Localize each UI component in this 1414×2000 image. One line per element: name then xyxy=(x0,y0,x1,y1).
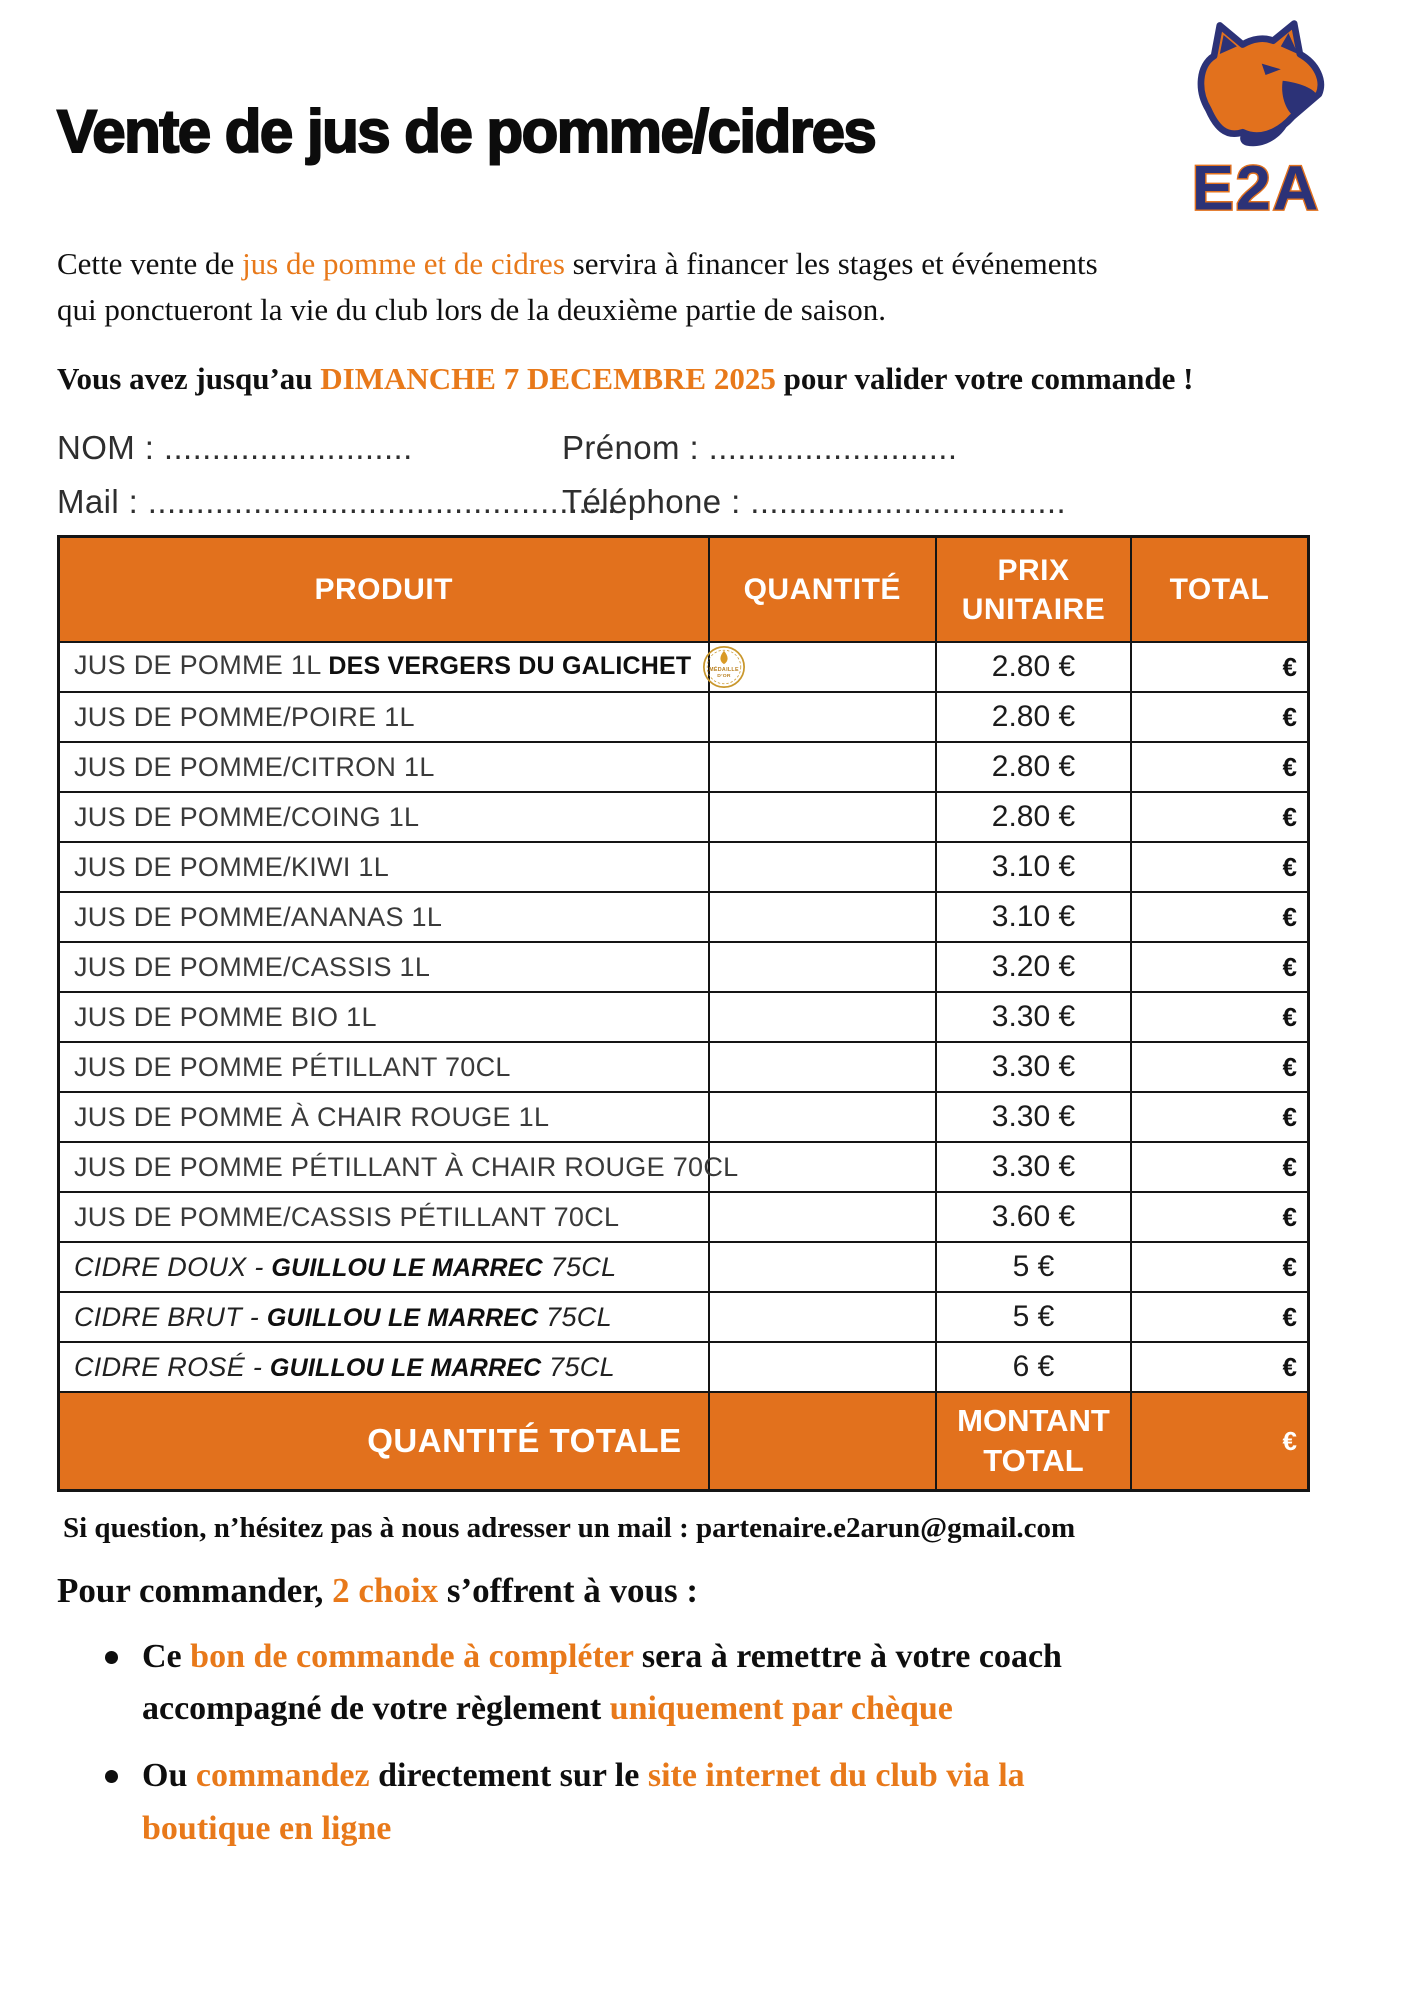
table-row xyxy=(59,1142,1309,1192)
product-name: JUS DE POMME/COING 1L xyxy=(59,792,709,842)
club-logo xyxy=(1161,14,1351,224)
table-footer-row xyxy=(59,1392,1309,1490)
euro-sign: € xyxy=(1282,651,1297,682)
unit-price: 3.10 € xyxy=(936,842,1131,892)
intro-paragraph xyxy=(57,241,1132,333)
deadline-date: DIMANCHE 7 DECEMBRE 2025 xyxy=(320,360,776,396)
order-heading: Pour commander, 2 choix s’offrent à vous : xyxy=(57,1570,699,1610)
table-row xyxy=(59,792,1309,842)
masthead xyxy=(57,14,1357,224)
product-name: JUS DE POMME À CHAIR ROUGE 1L xyxy=(59,1092,709,1142)
unit-price: 2.80 € xyxy=(936,742,1131,792)
quantity-cell[interactable] xyxy=(709,1292,937,1342)
list-item: Ou commandez directement sur le site internet du club via la boutique en ligne xyxy=(57,1750,1357,1855)
contact-fields xyxy=(57,429,1357,521)
page-title: Vente de jus de pomme/cidres xyxy=(57,98,876,165)
total-cell[interactable] xyxy=(1131,1292,1309,1342)
total-cell[interactable] xyxy=(1131,792,1309,842)
quantity-cell[interactable] xyxy=(709,692,937,742)
order-options-list xyxy=(57,1631,1357,1856)
total-cell[interactable] xyxy=(1131,1192,1309,1242)
table-header-row xyxy=(59,536,1309,642)
euro-sign: € xyxy=(1282,1351,1297,1382)
table-row xyxy=(59,1092,1309,1142)
total-cell[interactable] xyxy=(1131,1242,1309,1292)
total-amount-label: MONTANT TOTAL xyxy=(936,1392,1131,1490)
euro-sign: € xyxy=(1282,801,1297,832)
quantity-cell[interactable] xyxy=(709,1142,937,1192)
product-name: JUS DE POMME/POIRE 1L xyxy=(59,692,709,742)
euro-sign: € xyxy=(1282,1001,1297,1032)
euro-sign: € xyxy=(1282,701,1297,732)
name-field[interactable]: NOM : .......................... xyxy=(57,428,413,466)
unit-price: 3.60 € xyxy=(936,1192,1131,1242)
gold-medal-icon xyxy=(701,644,747,690)
euro-sign: € xyxy=(1282,1251,1297,1282)
product-name: JUS DE POMME/CITRON 1L xyxy=(59,742,709,792)
order-table xyxy=(57,535,1310,1492)
total-cell[interactable] xyxy=(1131,1142,1309,1192)
total-cell[interactable] xyxy=(1131,992,1309,1042)
intro-text-2: servira à financer les stages et événements qui ponctueront la vie du club lors de la deuxième partie de saison. xyxy=(57,246,1098,327)
quantity-cell[interactable] xyxy=(709,742,937,792)
table-row xyxy=(59,1292,1309,1342)
total-quantity-cell[interactable] xyxy=(709,1392,937,1490)
deadline-paragraph xyxy=(57,361,1357,397)
table-row xyxy=(59,642,1309,692)
table-row xyxy=(59,1342,1309,1392)
quantity-cell[interactable] xyxy=(709,792,937,842)
unit-price: 2.80 € xyxy=(936,642,1131,692)
intro-highlight: jus de pomme et de cidres xyxy=(242,246,565,281)
table-row xyxy=(59,1192,1309,1242)
unit-price: 3.30 € xyxy=(936,1092,1131,1142)
total-cell[interactable] xyxy=(1131,842,1309,892)
unit-price: 3.30 € xyxy=(936,992,1131,1042)
total-cell[interactable] xyxy=(1131,692,1309,742)
product-name: JUS DE POMME 1L DES VERGERS DU GALICHET MÉDAILLE D’OR xyxy=(59,642,709,692)
euro-sign: € xyxy=(1282,751,1297,782)
unit-price: 3.30 € xyxy=(936,1042,1131,1092)
quantity-cell[interactable] xyxy=(709,892,937,942)
table-row xyxy=(59,692,1309,742)
product-name: JUS DE POMME/ANANAS 1L xyxy=(59,892,709,942)
quantity-cell[interactable] xyxy=(709,992,937,1042)
mail-field[interactable]: Mail : ................................................. xyxy=(57,482,617,520)
quantity-cell[interactable] xyxy=(709,1092,937,1142)
col-header-quantity: QUANTITÉ xyxy=(709,536,937,642)
unit-price: 2.80 € xyxy=(936,792,1131,842)
unit-price: 3.20 € xyxy=(936,942,1131,992)
unit-price: 3.10 € xyxy=(936,892,1131,942)
phone-field[interactable]: Téléphone : ................................. xyxy=(562,482,1067,520)
product-name: CIDRE ROSÉ - GUILLOU LE MARREC 75CL xyxy=(59,1342,709,1392)
quantity-cell[interactable] xyxy=(709,942,937,992)
total-cell[interactable] xyxy=(1131,642,1309,692)
product-name: JUS DE POMME/CASSIS PÉTILLANT 70CL xyxy=(59,1192,709,1242)
table-row xyxy=(59,742,1309,792)
table-row xyxy=(59,992,1309,1042)
table-row xyxy=(59,842,1309,892)
col-header-product: PRODUIT xyxy=(59,536,709,642)
table-row xyxy=(59,1042,1309,1092)
deadline-text: Vous avez jusqu’au xyxy=(57,360,321,396)
table-row xyxy=(59,892,1309,942)
list-item: Ce bon de commande à compléter sera à remettre à votre coach accompagné de votre règlement uniquement par chèque xyxy=(57,1631,1357,1736)
product-name: JUS DE POMME PÉTILLANT À CHAIR ROUGE 70CL xyxy=(59,1142,709,1192)
unit-price: 5 € xyxy=(936,1242,1131,1292)
quantity-cell[interactable] xyxy=(709,1042,937,1092)
table-row xyxy=(59,1242,1309,1292)
euro-sign: € xyxy=(1282,1051,1297,1082)
total-cell[interactable] xyxy=(1131,892,1309,942)
euro-sign: € xyxy=(1282,1151,1297,1182)
product-name: JUS DE POMME BIO 1L xyxy=(59,992,709,1042)
total-amount-cell[interactable]: € xyxy=(1131,1392,1309,1490)
quantity-cell[interactable] xyxy=(709,1192,937,1242)
firstname-field[interactable]: Prénom : .......................... xyxy=(562,428,958,466)
total-cell[interactable] xyxy=(1131,942,1309,992)
product-name: CIDRE BRUT - GUILLOU LE MARREC 75CL xyxy=(59,1292,709,1342)
euro-sign: € xyxy=(1282,1201,1297,1232)
fox-logo-icon xyxy=(1161,14,1351,224)
euro-sign: € xyxy=(1282,901,1297,932)
quantity-cell[interactable] xyxy=(709,1342,937,1392)
contact-line: Si question, n’hésitez pas à nous adresser un mail : partenaire.e2arun@gmail.com xyxy=(63,1511,1076,1544)
total-cell[interactable] xyxy=(1131,1042,1309,1092)
unit-price: 2.80 € xyxy=(936,692,1131,742)
col-header-total: TOTAL xyxy=(1131,536,1309,642)
product-name: JUS DE POMME PÉTILLANT 70CL xyxy=(59,1042,709,1092)
svg-text:MÉDAILLE: MÉDAILLE xyxy=(709,667,740,674)
bullet-icon xyxy=(105,1651,118,1664)
logo-wordmark: E2A xyxy=(1191,153,1321,224)
product-name: JUS DE POMME/CASSIS 1L xyxy=(59,942,709,992)
product-name: JUS DE POMME/KIWI 1L xyxy=(59,842,709,892)
euro-sign: € xyxy=(1282,1101,1297,1132)
quantity-cell[interactable] xyxy=(709,842,937,892)
table-row xyxy=(59,942,1309,992)
total-cell[interactable] xyxy=(1131,1092,1309,1142)
svg-text:D’OR: D’OR xyxy=(717,673,732,680)
total-quantity-label: QUANTITÉ TOTALE xyxy=(59,1392,709,1490)
intro-text: Cette vente de xyxy=(57,246,243,281)
unit-price: 6 € xyxy=(936,1342,1131,1392)
total-cell[interactable] xyxy=(1131,742,1309,792)
unit-price: 5 € xyxy=(936,1292,1131,1342)
euro-sign: € xyxy=(1282,851,1297,882)
deadline-text-2: pour valider votre commande ! xyxy=(775,360,1194,396)
quantity-cell[interactable] xyxy=(709,1242,937,1292)
col-header-unit-price: PRIX UNITAIRE xyxy=(936,536,1131,642)
bullet-icon xyxy=(105,1770,118,1783)
euro-sign: € xyxy=(1282,1301,1297,1332)
product-name: CIDRE DOUX - GUILLOU LE MARREC 75CL xyxy=(59,1242,709,1292)
euro-sign: € xyxy=(1282,951,1297,982)
total-cell[interactable] xyxy=(1131,1342,1309,1392)
unit-price: 3.30 € xyxy=(936,1142,1131,1192)
